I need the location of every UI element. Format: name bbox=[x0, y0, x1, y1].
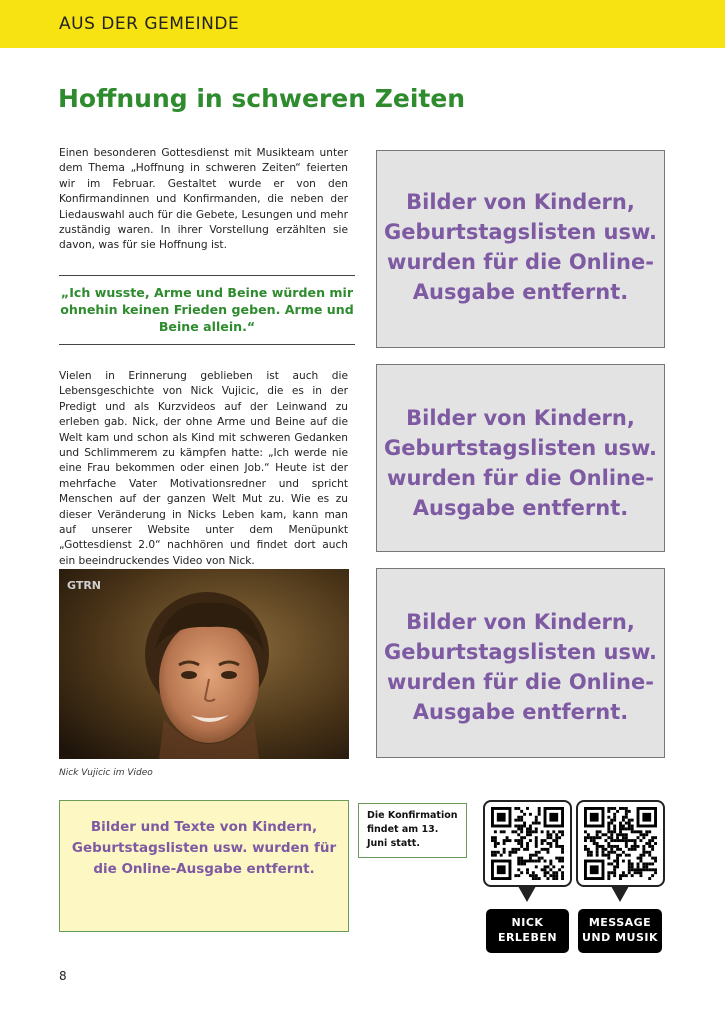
photo-image bbox=[59, 569, 349, 759]
nick-vujicic-photo bbox=[59, 569, 349, 759]
section-title: AUS DER GEMEINDE bbox=[59, 14, 240, 34]
article-body: Vielen in Erinnerung geblieben ist auch die Lebensgeschichte von Nick Vujicic, die es in der Predigt und als Kurzvideos auf der Leinwand zu erleben gab. Nick, der ohne Arme und Beine auf die Welt kam und schon als Kind mit schweren Gedanken und Schlimmerem zu kämpfen hatte: „Ich werde nie eine Frau bekommen oder einen Job.“ Heute ist der mehrfache Vater Motivationsredner und spricht Menschen auf der ganzen Welt Mut zu. Wie es zu dieser Veränderung in Nicks Leben kam, kann man auf unserer Website unter dem Menüpunkt „Gottesdienst 2.0“ nachhören und findet dort auch ein beeindruckendes Video von Nick. bbox=[59, 370, 348, 567]
placeholder-text: Bilder von Kindern, Geburtstagslisten usw. wurden für die Online-Ausgabe entfernt. bbox=[383, 610, 658, 724]
qr-code-icon[interactable] bbox=[491, 807, 564, 880]
removed-content-placeholder-2 bbox=[376, 364, 665, 552]
article-intro: Einen besonderen Gottesdienst mit Musikteam unter dem Thema „Hoffnung in schweren Zeiten“ feierten wir im Februar. Gestaltet wurde er von den Konfirmandinnen und Konfirmanden, die neben der Liedauswahl auch für die Gebete, Lesungen und mehr zuständig waren. In ihrer Vorstellung erzählten sie davon, was für sie Hoffnung ist. bbox=[59, 147, 348, 252]
video-watermark: GTRN bbox=[67, 579, 102, 592]
note-text: Bilder und Texte von Kindern, Geburtstagslisten usw. wurden für die Online-Ausgabe entfernt. bbox=[71, 819, 337, 877]
placeholder-text: Bilder von Kindern, Geburtstagslisten usw. wurden für die Online-Ausgabe entfernt. bbox=[383, 406, 658, 520]
qr-code-icon[interactable] bbox=[584, 807, 657, 880]
article-title: Hoffnung in schweren Zeiten bbox=[58, 84, 466, 113]
pull-quote bbox=[59, 275, 355, 345]
qr-label-music[interactable] bbox=[578, 909, 662, 953]
placeholder-text: Bilder von Kindern, Geburtstagslisten usw. wurden für die Online-Ausgabe entfernt. bbox=[383, 190, 658, 304]
arrow-down-icon bbox=[611, 886, 629, 902]
removed-content-placeholder-3 bbox=[376, 568, 665, 758]
confirmation-box bbox=[358, 803, 467, 858]
removed-content-note bbox=[59, 800, 349, 932]
qr-label-line2: UND MUSIK bbox=[581, 931, 659, 944]
page-number: 8 bbox=[59, 969, 67, 983]
section-header-bar bbox=[0, 0, 725, 48]
confirmation-text: Die Konfirmation findet am 13. Juni statt. bbox=[367, 810, 458, 849]
qr-label-line1: NICK bbox=[511, 916, 544, 929]
qr-label-nick[interactable] bbox=[486, 909, 569, 953]
qr-code-frame-music[interactable] bbox=[576, 800, 665, 887]
photo-caption: Nick Vujicic im Video bbox=[59, 768, 153, 778]
pull-quote-text: „Ich wusste, Arme und Beine würden mir ohnehin keinen Frieden geben. Arme und Beine allein.“ bbox=[60, 285, 354, 334]
qr-label-line1: MESSAGE bbox=[588, 916, 652, 929]
removed-content-placeholder-1 bbox=[376, 150, 665, 348]
qr-label-line2: ERLEBEN bbox=[497, 931, 558, 944]
qr-code-frame-nick[interactable] bbox=[483, 800, 572, 887]
arrow-down-icon bbox=[518, 886, 536, 902]
